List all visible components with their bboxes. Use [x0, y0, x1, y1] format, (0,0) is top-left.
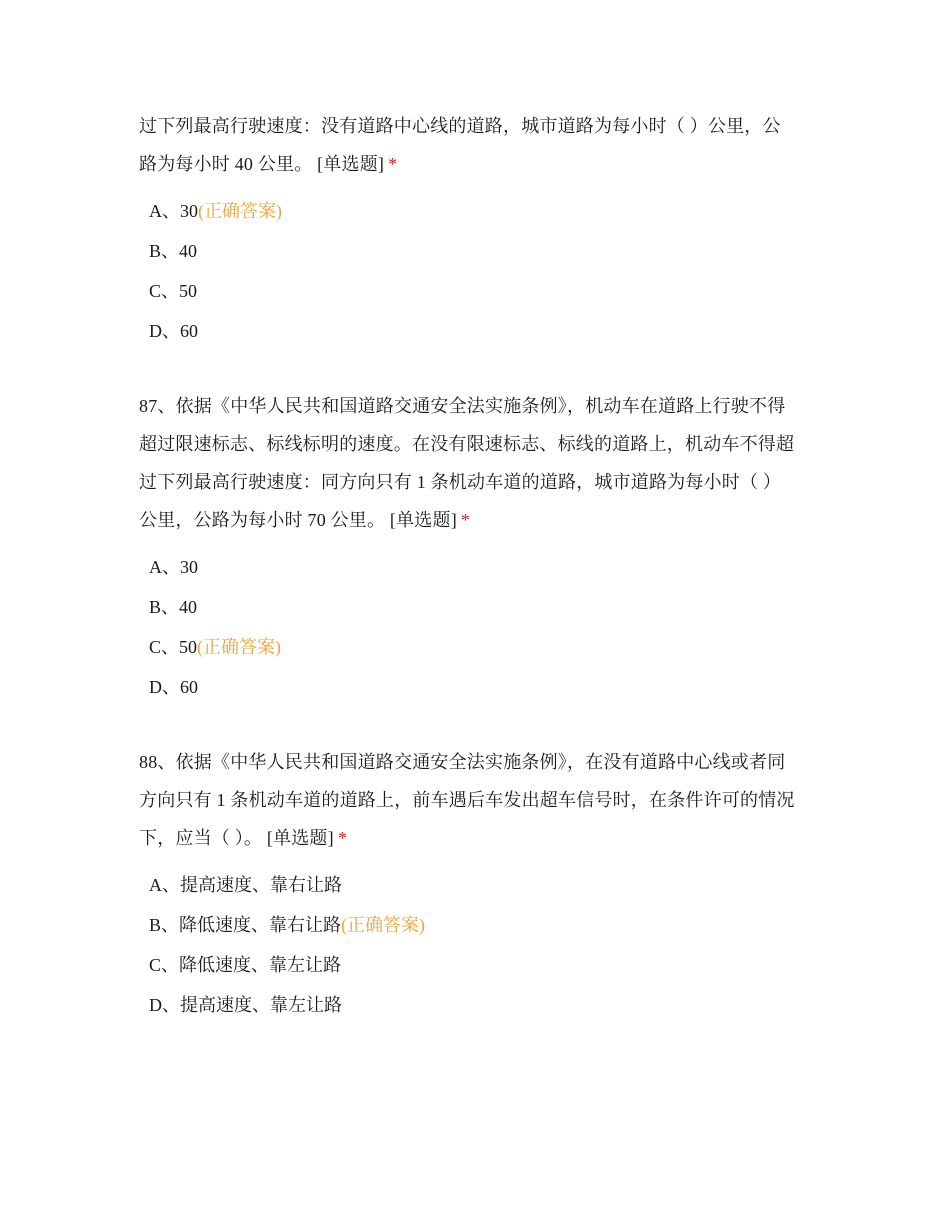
required-mark: *: [388, 154, 398, 174]
option-label: D、60: [149, 321, 198, 341]
correct-answer-note: (正确答案): [197, 637, 282, 657]
question-line: 过下列最高行驶速度：同方向只有 1 条机动车道的道路，城市道路为每小时（ ）: [139, 472, 782, 492]
option-label: C、降低速度、靠左让路: [149, 955, 342, 975]
option-label: C、50: [149, 637, 198, 657]
option-label: B、40: [149, 597, 198, 617]
question-type-tag: [单选题]: [389, 510, 457, 530]
option-a: [139, 865, 819, 905]
option-d: [139, 667, 819, 707]
question-87: [139, 387, 819, 707]
option-c: [139, 627, 819, 667]
option-b: [139, 231, 819, 271]
option-label: D、60: [149, 677, 198, 697]
option-label: A、提高速度、靠右让路: [149, 875, 342, 895]
option-b: [139, 587, 819, 627]
question-line: 超过限速标志、标线标明的速度。在没有限速标志、标线的道路上，机动车不得超: [139, 434, 795, 454]
option-c: [139, 271, 819, 311]
option-b: [139, 905, 819, 945]
option-a: [139, 191, 819, 231]
option-a: [139, 547, 819, 587]
required-mark: *: [337, 828, 348, 848]
question-type-tag: [单选题]: [266, 828, 334, 848]
question-text: [139, 387, 819, 539]
question-line: 下，应当（ ）。: [139, 828, 263, 848]
option-d: [139, 985, 819, 1025]
option-label: C、50: [149, 281, 198, 301]
question-86: [139, 107, 819, 351]
question-88: [139, 743, 819, 1025]
option-list: [139, 865, 819, 1025]
correct-answer-note: (正确答案): [341, 915, 426, 935]
option-c: [139, 945, 819, 985]
option-label: D、提高速度、靠左让路: [149, 995, 342, 1015]
option-list: [139, 547, 819, 707]
question-text: [139, 107, 819, 183]
question-line: 88、依据《中华人民共和国道路交通安全法实施条例》，在没有道路中心线或者同: [139, 752, 786, 772]
correct-answer-note: (正确答案): [198, 201, 282, 221]
option-d: [139, 311, 819, 351]
question-line: 公里，公路为每小时 70 公里。: [139, 510, 386, 530]
option-label: A、30: [149, 201, 198, 221]
question-line: 87、依据《中华人民共和国道路交通安全法实施条例》，机动车在道路上行驶不得: [139, 396, 786, 416]
question-line: 过下列最高行驶速度：没有道路中心线的道路，城市道路为每小时（ ）公里，公: [139, 116, 781, 136]
question-text: [139, 743, 819, 857]
option-label: A、30: [149, 557, 198, 577]
required-mark: *: [460, 510, 471, 530]
question-line: 路为每小时 40 公里。: [139, 154, 313, 174]
option-list: [139, 191, 819, 351]
option-label: B、40: [149, 241, 198, 261]
question-type-tag: [单选题]: [317, 154, 385, 174]
question-line: 方向只有 1 条机动车道的道路上，前车遇后车发出超车信号时，在条件许可的情况: [139, 790, 795, 810]
option-label: B、降低速度、靠右让路: [149, 915, 342, 935]
